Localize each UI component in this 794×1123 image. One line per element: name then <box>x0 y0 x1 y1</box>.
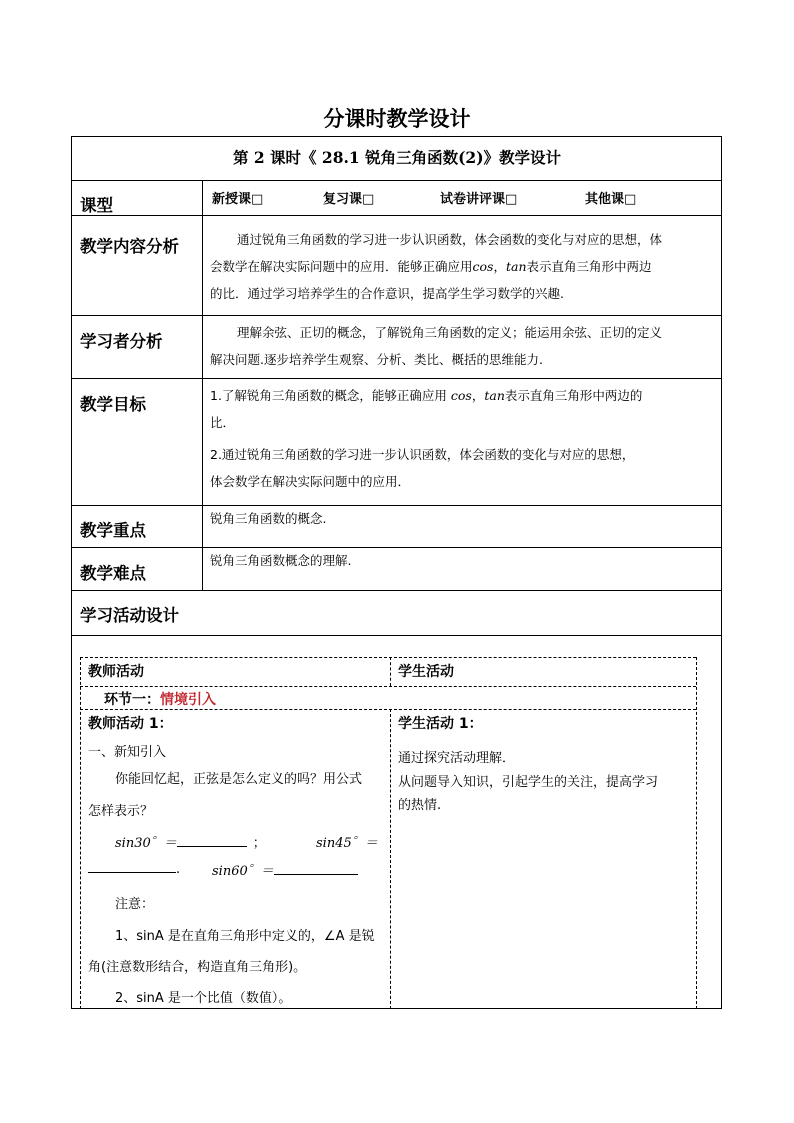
content-analysis-text <box>210 226 716 307</box>
row-divider <box>71 378 722 379</box>
option-new-lesson[interactable]: 新授课□ <box>212 192 264 207</box>
option-exam-review-lesson[interactable]: 试卷讲评课□ <box>440 192 518 207</box>
sin60-label: sin60゜＝ <box>212 864 274 879</box>
objective-text: 表示直角三角形中两边的 <box>504 388 643 403</box>
question-line-2: 怎样表示？ <box>88 804 154 819</box>
dashed-rule <box>80 657 696 658</box>
key-point-text: 锐角三角函数的概念. <box>210 511 327 526</box>
objective-text: 1.了解锐角三角函数的概念，能够正确应用 <box>210 388 451 403</box>
sin45-label: sin45゜＝ <box>316 836 378 851</box>
tan-symbol: tan <box>484 388 505 403</box>
note-2: 2、sinA 是一个比值（数值）。 <box>115 991 292 1006</box>
section-name: 情境引入 <box>160 692 216 708</box>
difficulty-label: 教学难点 <box>80 564 146 583</box>
sin60-blank[interactable] <box>274 862 358 875</box>
tan-symbol: tan <box>505 259 527 274</box>
cos-symbol: cos <box>472 259 494 274</box>
row-divider <box>71 315 722 316</box>
sin30-label: sin30゜＝ <box>115 836 177 851</box>
row-divider <box>71 505 722 506</box>
student-activity-1-title: 学生活动 1： <box>398 716 483 732</box>
dashed-rule <box>80 709 696 710</box>
row-divider <box>71 635 722 636</box>
sin45-blank[interactable] <box>88 860 176 873</box>
student-activity-line-2: 从问题导入知识，引起学生的关注，提高学习 <box>398 775 659 790</box>
sin45-expression <box>316 832 378 851</box>
content-line-2 <box>210 253 716 280</box>
note-1-line-1: 1、sinA 是在直角三角形中定义的，∠A 是锐 <box>115 929 375 944</box>
key-point-label: 教学重点 <box>80 521 146 540</box>
sin45-answer <box>88 860 180 877</box>
row-divider <box>71 590 722 591</box>
difficulty-text: 锐角三角函数概念的理解. <box>210 553 352 568</box>
content-line-3: 的比．通过学习培养学生的合作意识，提高学生学习数学的兴趣. <box>210 286 564 301</box>
section-heading <box>104 689 216 709</box>
objective-2-line-1: 2.通过锐角三角函数的学习进一步认识函数，体会函数的变化与对应的思想， <box>210 447 635 462</box>
separator: ， <box>493 259 506 274</box>
option-other-lesson[interactable]: 其他课□ <box>585 192 637 207</box>
row-divider <box>71 547 722 548</box>
dashed-column-rule <box>80 657 81 1009</box>
learner-line-1: 理解余弦、正切的概念，了解锐角三角函数的定义；能运用余弦、正切的定义 <box>237 325 663 340</box>
teacher-activity-header: 教师活动 <box>88 664 144 680</box>
objective-2-line-2: 体会数学在解决实际问题中的应用． <box>210 474 411 489</box>
dashed-rule <box>80 686 696 687</box>
content-line-1: 通过锐角三角函数的学习进一步认识函数，体会函数的变化与对应的思想，体 <box>237 232 663 247</box>
semicolon: ； <box>252 836 266 851</box>
objective-1-line-1 <box>210 382 718 409</box>
content-text: 表示直角三角形中两边 <box>526 259 652 274</box>
learner-analysis-text <box>210 319 716 373</box>
learner-analysis-label: 学习者分析 <box>80 332 163 351</box>
row-divider <box>71 180 722 181</box>
activity-design-label: 学习活动设计 <box>80 606 179 625</box>
note-1-line-2: 角(注意数形结合，构造直角三角形)。 <box>88 960 307 975</box>
sin30-expression <box>115 832 266 851</box>
objectives-text <box>210 382 718 495</box>
dashed-column-rule <box>390 657 391 686</box>
student-activity-line-3: 的热情. <box>398 798 442 813</box>
question-line-1: 你能回忆起，正弦是怎么定义的吗？用公式 <box>115 772 363 787</box>
dashed-column-rule <box>696 657 697 1009</box>
course-type-label: 课型 <box>80 196 113 215</box>
sin60-expression <box>212 860 358 879</box>
section-prefix: 环节一： <box>104 692 160 708</box>
sin30-blank[interactable] <box>177 834 247 847</box>
row-divider <box>71 215 722 216</box>
column-divider <box>202 180 203 590</box>
separator: ， <box>471 388 485 403</box>
period: . <box>176 862 181 877</box>
note-label: 注意： <box>115 897 155 912</box>
dashed-column-rule <box>390 709 391 1009</box>
option-review-lesson[interactable]: 复习课□ <box>323 192 375 207</box>
lesson-title: 第 2 课时《 28.1 锐角三角函数(2)》教学设计 <box>232 148 562 167</box>
learner-line-2: 解决问题.逐步培养学生观察、分析、类比、概括的思维能力. <box>210 352 543 367</box>
cos-symbol: cos <box>450 388 472 403</box>
teacher-activity-1-title: 教师活动 1： <box>88 716 173 732</box>
objectives-label: 教学目标 <box>80 395 146 414</box>
page-title: 分课时教学设计 <box>323 106 471 131</box>
objective-1-line-2: 比． <box>210 415 236 430</box>
intro-heading: 一、新知引入 <box>88 745 167 760</box>
content-text: 会数学在解决实际问题中的应用．能够正确应用 <box>210 259 473 274</box>
content-analysis-label: 教学内容分析 <box>80 237 179 256</box>
student-activity-header: 学生活动 <box>398 664 454 680</box>
student-activity-line-1: 通过探究活动理解． <box>398 751 516 766</box>
